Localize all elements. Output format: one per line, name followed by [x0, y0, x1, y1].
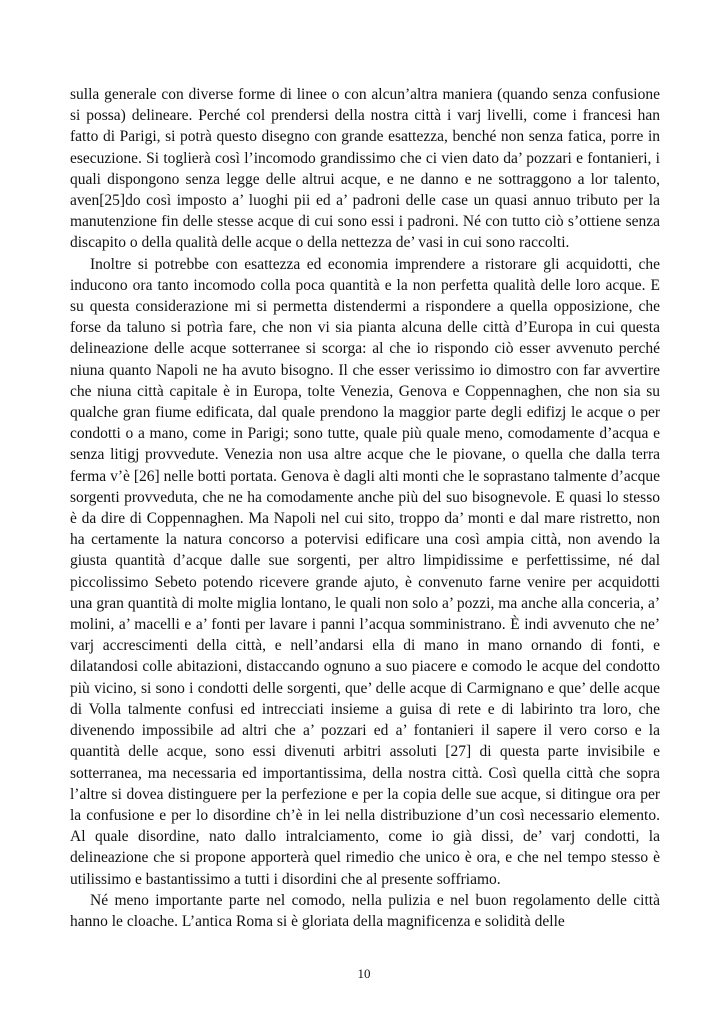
paragraph-3: Né meno importante parte nel comodo, nella pulizia e nel buon regolamento delle città hanno le cloache. L’antica Roma si è gloriata della magnificenza e solidità delle — [70, 891, 660, 930]
paragraph-2: Inoltre si potrebbe con esattezza ed economia imprendere a ristorare gli acquidotti, che inducono ora tanto incomodo colla poca quantità e la non perfetta qualità delle loro acque. E su questa considerazione mi si permetta distendermi a rispondere a quella opposizione, che forse da taluno si potrìa fare, che non vi sia pianta alcuna delle città d’Europa in cui questa delineazione delle acque sotterranee si scorga: al che io rispondo ciò esser avvenuto perché niuna quanto Napoli ne ha avuto bisogno. Il che esser verissimo io dimostro con far avvertire che niuna città capitale è in Europa, tolte Venezia, Genova e Coppennaghen, che non sia su qualche gran fiume edificata, dal quale prendono la maggior parte degli edifizj le acque o per condotti o a mano, come in Parigi; sono tutte, quale più quale meno, comodamente d’acqua e senza litigj provvedute. Venezia non usa altre acque che le piovane, o quella che dalla terra ferma v’è [26] nelle botti portata. Genova è dagli alti monti che le soprastano talmente d’acque sorgenti provveduta, che ne ha comodamente anche più del suo bisognevole. E quasi lo stesso è da dire di Coppennaghen. Ma Napoli nel cui sito, troppo da’ monti e dal mare ristretto, non ha certamente la natura concorso a potervisi edificare una così ampia città, non avendo la giusta quantità d’acque dalle sue sorgenti, per altro limpidissime e perfettissime, né dal piccolissimo Sebeto potendo ricevere grande ajuto, è convenuto farne venire per acquidotti una gran quantità di molte miglia lontano, le quali non solo a’ pozzi, ma anche alla conceria, a’ molini, a’ macelli e a’ fonti per lavare i panni l’acqua somministrano. È indi avvenuto che ne’ varj accrescimenti della città, e nell’andarsi ella di mano in mano ornando di fonti, e dilatandosi colle abitazioni, distaccando ognuno a suo piacere e comodo le acque del condotto più vicino, si sono i condotti delle sorgenti, que’ delle acque di Carmignano e que’ delle acque di Volla talmente confusi ed intrecciati insieme a guisa di rete e di labirinto tra loro, che divenendo impossibile ad altri che a’ pozzari ed a’ fontanieri il sapere il vero corso e la quantità delle acque, sono essi divenuti arbitri assoluti [27] di questa parte invisibile e sotterranea, ma necessaria ed importantissima, della nostra città. Così quella città che sopra l’altre si dovea distinguere per la perfezione e per la copia delle sue acque, si ditingue ora per la confusione e per lo disordine ch’è in lei nella distribuzione d’un così necessario elemento. Al quale disordine, nato dallo intralciamento, come io già dissi, de’ varj condotti, la delineazione che si propone apporterà quel rimedio che unico è ora, e che nel tempo stesso è utilissimo e bastantissimo a tutti i disordini che al presente soffriamo. — [70, 255, 660, 888]
page-number: 10 — [357, 966, 371, 981]
document-body — [70, 84, 660, 932]
paragraph-1: sulla generale con diverse forme di linee o con alcun’altra maniera (quando senza confusione si possa) delineare. Perché col prendersi della nostra città i varj livelli, come i francesi han fatto di Parigi, si potrà questo disegno con grande esattezza, benché non senza fatica, porre in esecuzione. Si toglierà così l’incomodo grandissimo che ci vien dato da’ pozzari e fontanieri, i quali dispongono senza legge delle altrui acque, e ne danno e ne sottraggono a lor talento, aven[25]do così imposto a’ luoghi pii ed a’ padroni delle case un quasi annuo tributo per la manutenzione fin delle stesse acque di cui sono essi i padroni. Né con tutto ciò s’ottiene senza discapito o della qualità delle acque o della nettezza de’ vasi in cui sono raccolti. — [70, 86, 660, 252]
